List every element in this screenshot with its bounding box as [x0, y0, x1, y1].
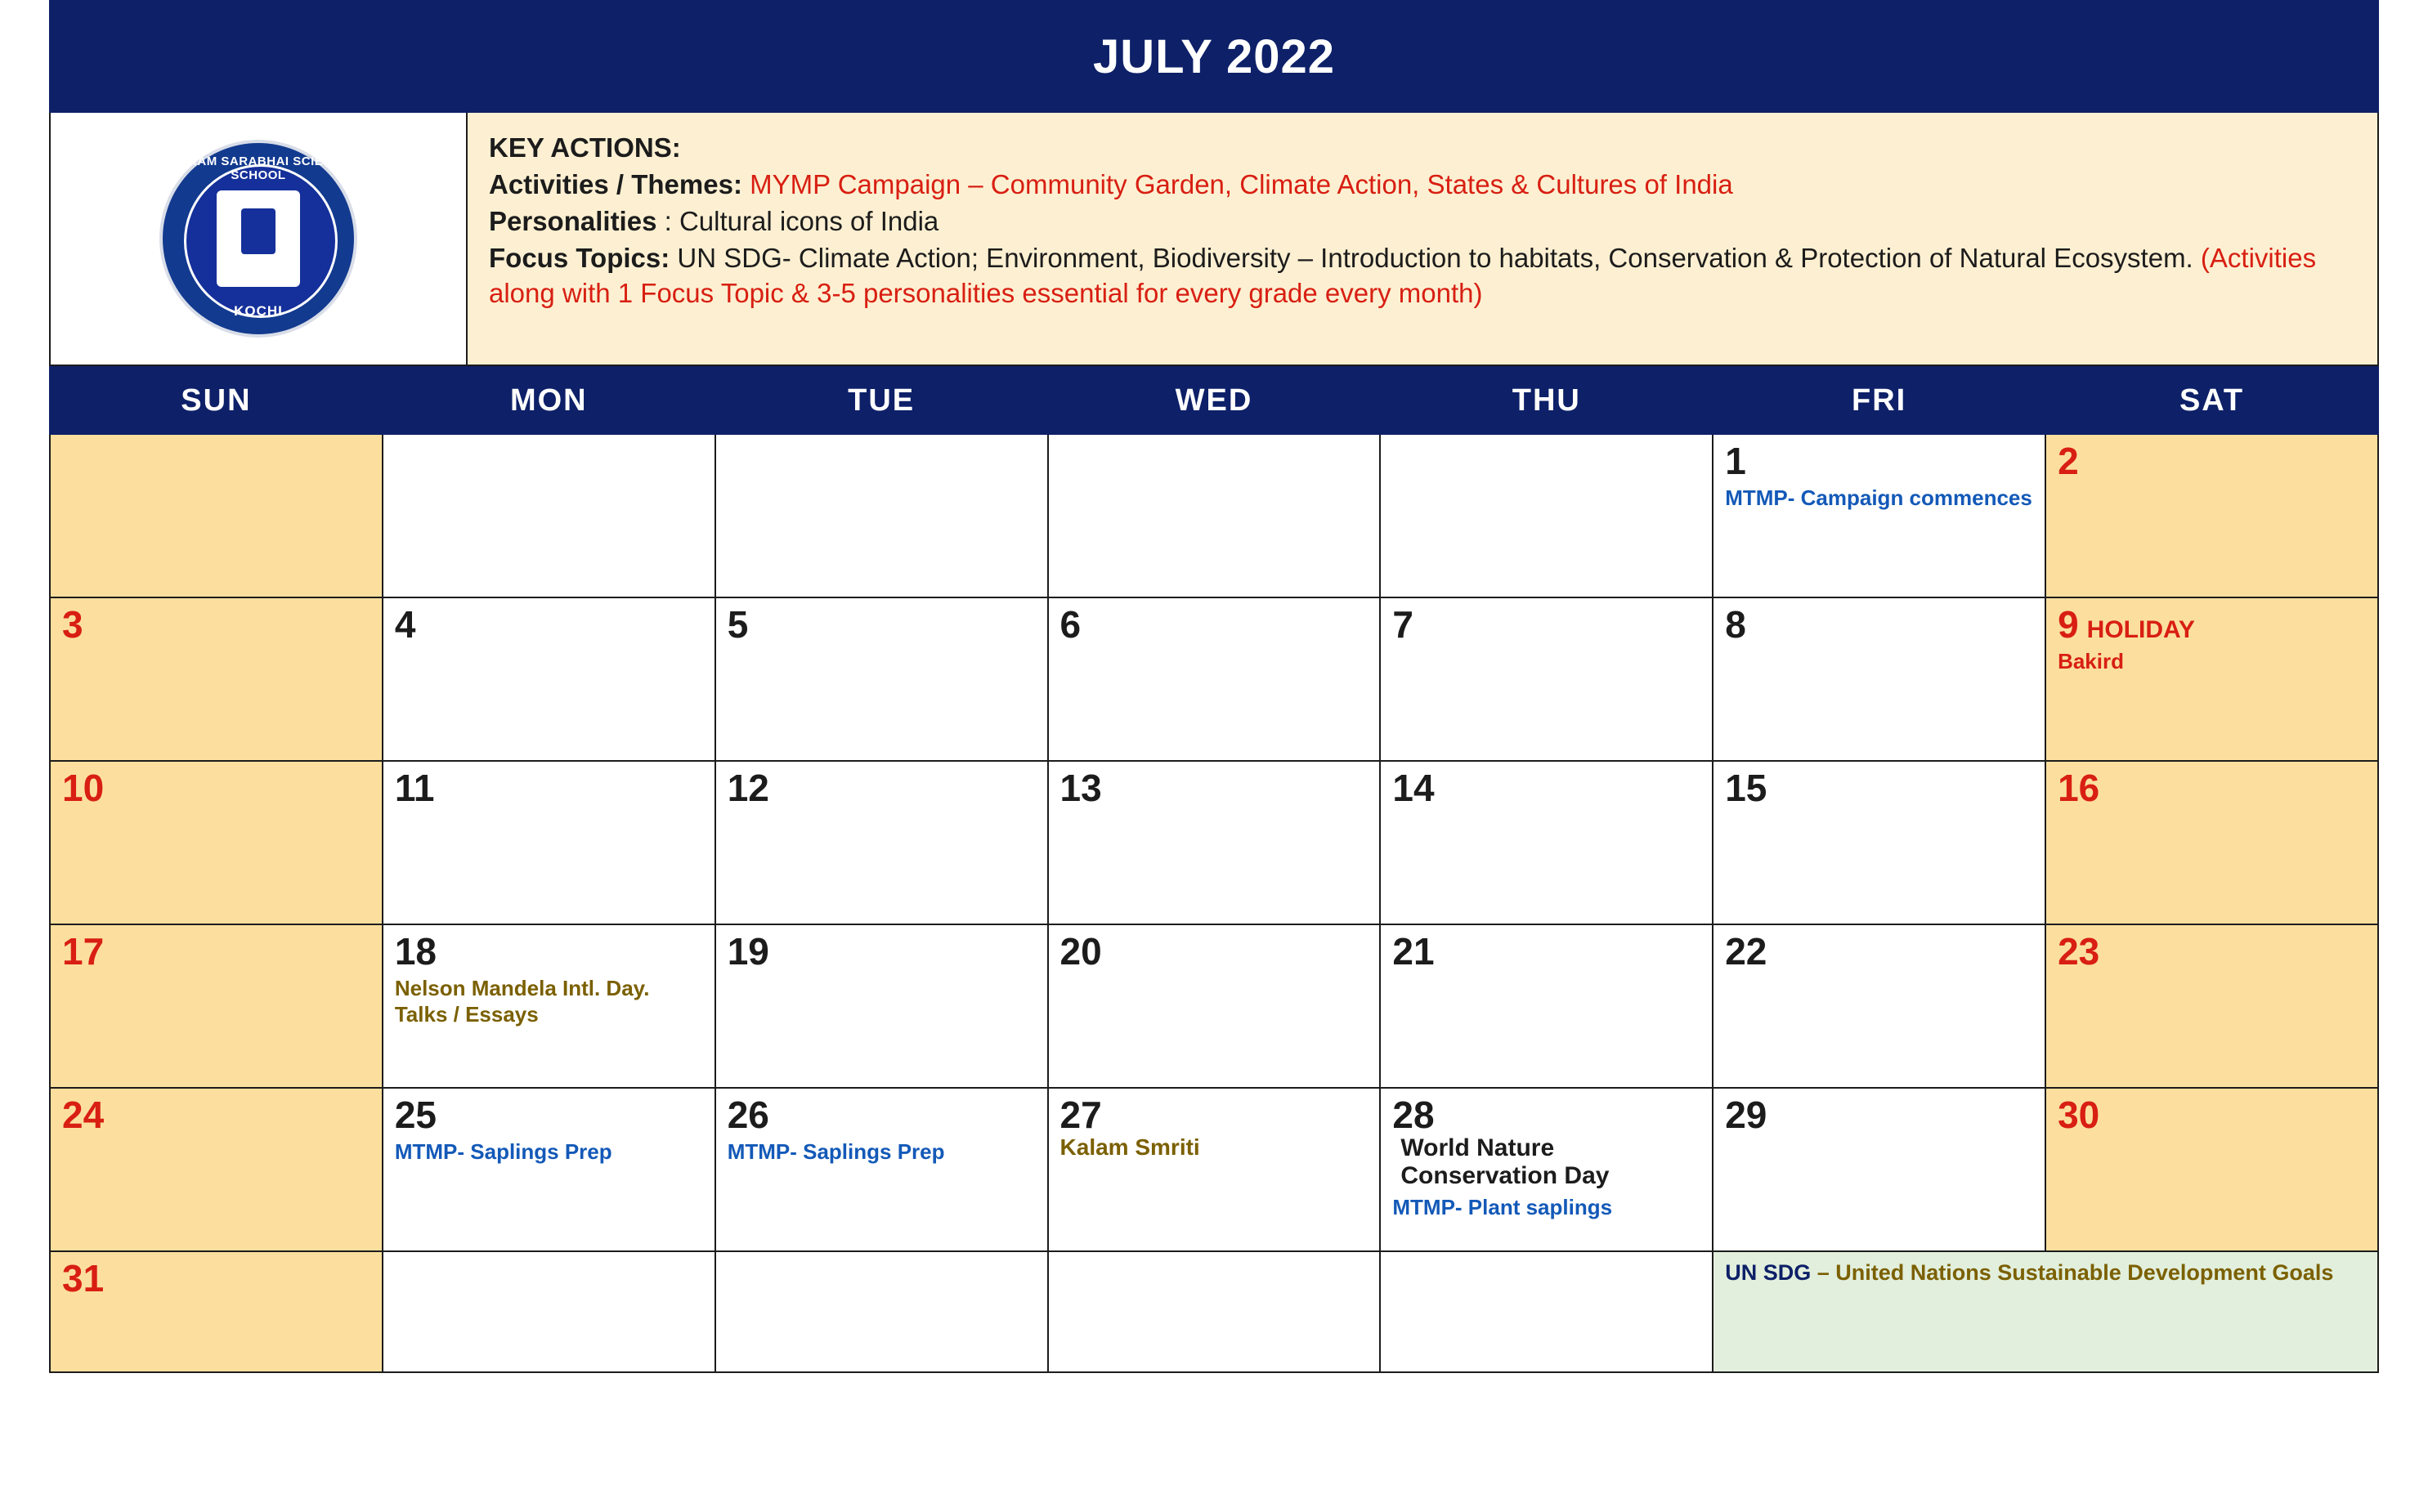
day-cell[interactable]: [1380, 1251, 1713, 1372]
calendar-grid: [49, 366, 2379, 1373]
day-event: MTMP- Campaign commences: [1725, 485, 2032, 511]
day-number: 6: [1059, 603, 1082, 646]
day-cell[interactable]: [2045, 434, 2378, 597]
day-cell[interactable]: [50, 1088, 383, 1251]
day-number: 21: [1392, 930, 1435, 973]
day-cell[interactable]: [1380, 1088, 1713, 1251]
day-cell[interactable]: [1048, 761, 1381, 924]
logo-core-mark: [241, 208, 276, 254]
day-cell[interactable]: [1380, 924, 1713, 1088]
key-actions-heading: KEY ACTIONS:: [489, 132, 681, 163]
school-logo: [156, 136, 361, 341]
day-number: 7: [1392, 603, 1413, 646]
calendar-week-row: [50, 1251, 2378, 1372]
day-number: 14: [1392, 767, 1435, 809]
focus-label: Focus Topics:: [489, 242, 670, 273]
day-cell[interactable]: [1048, 924, 1381, 1088]
day-cell[interactable]: [50, 924, 383, 1088]
weekday-tue: TUE: [715, 367, 1048, 434]
weekday-sat: SAT: [2045, 367, 2378, 434]
day-number: 18: [394, 930, 437, 973]
weekday-mon: MON: [383, 367, 715, 434]
day-number: 26: [727, 1094, 769, 1136]
day-observance: World Nature Conservation Day: [1400, 1134, 1610, 1190]
day-event: MTMP- Plant saplings: [1392, 1195, 1613, 1220]
day-cell[interactable]: [2045, 761, 2378, 924]
day-number: 25: [394, 1094, 437, 1136]
day-cell[interactable]: [50, 597, 383, 761]
day-event: Bakird: [2058, 649, 2124, 674]
day-cell[interactable]: [2045, 924, 2378, 1088]
day-cell[interactable]: [50, 1251, 383, 1372]
day-number: 4: [394, 603, 416, 646]
personalities-label: Personalities: [489, 205, 657, 236]
day-cell[interactable]: [1048, 434, 1381, 597]
weekday-fri: FRI: [1713, 367, 2045, 434]
key-actions-focus: [489, 241, 2356, 311]
day-event: MTMP- Saplings Prep: [727, 1139, 945, 1165]
day-cell[interactable]: [1713, 597, 2045, 761]
weekday-wed: WED: [1048, 367, 1381, 434]
day-number: 10: [62, 767, 105, 809]
day-number: 16: [2058, 767, 2100, 809]
day-cell[interactable]: [1713, 924, 2045, 1088]
day-cell[interactable]: [715, 434, 1048, 597]
calendar-week-row: [50, 761, 2378, 924]
day-cell[interactable]: [1380, 597, 1713, 761]
day-number: 2: [2058, 440, 2079, 482]
day-number: 24: [62, 1094, 105, 1136]
legend-cell: [1713, 1251, 2378, 1372]
day-event: Kalam Smriti: [1059, 1134, 1200, 1161]
day-cell[interactable]: [1048, 1088, 1381, 1251]
logo-top-text: VIKRAM SARABHAI SCIENCE SCHOOL: [166, 154, 351, 182]
day-number: 11: [394, 767, 435, 809]
day-number: 30: [2058, 1094, 2100, 1136]
day-number: 22: [1725, 930, 1767, 973]
weekday-header-row: [50, 367, 2378, 434]
day-number: 19: [727, 930, 769, 973]
key-actions-text: [468, 113, 2379, 366]
day-cell[interactable]: [715, 924, 1048, 1088]
focus-value: UN SDG- Climate Action; Environment, Biodiversity – Introduction to habitats, Conservation & Protection of Natural Ecosystem.: [677, 242, 2193, 273]
day-cell[interactable]: [715, 761, 1048, 924]
day-number: 23: [2058, 930, 2100, 973]
day-cell[interactable]: [383, 434, 715, 597]
day-cell[interactable]: [383, 1088, 715, 1251]
day-number: 5: [727, 603, 749, 646]
page-title-bar: [49, 0, 2379, 113]
day-number: 8: [1725, 603, 1746, 646]
day-cell[interactable]: [1713, 761, 2045, 924]
activities-value: MYMP Campaign – Community Garden, Climate Action, States & Cultures of India: [750, 168, 1733, 199]
key-actions-activities: [489, 168, 2356, 203]
day-cell[interactable]: [2045, 1088, 2378, 1251]
day-cell[interactable]: [715, 1088, 1048, 1251]
legend-expansion: – United Nations Sustainable Development Goals: [1811, 1260, 2334, 1285]
day-number: 27: [1059, 1094, 1102, 1136]
activities-label: Activities / Themes:: [489, 168, 742, 199]
day-cell[interactable]: [383, 761, 715, 924]
day-cell[interactable]: [1048, 597, 1381, 761]
weekday-thu: THU: [1380, 367, 1713, 434]
day-event: Nelson Mandela Intl. Day. Talks / Essays: [394, 976, 650, 1027]
legend-abbr: UN SDG: [1725, 1260, 1812, 1285]
focus-note: (Activities along with 1 Focus Topic & 3-5 personalities essential for every grade every month): [489, 242, 2317, 308]
day-cell[interactable]: [383, 597, 715, 761]
day-cell[interactable]: [715, 1251, 1048, 1372]
day-event: MTMP- Saplings Prep: [394, 1139, 612, 1165]
day-number: 28: [1392, 1094, 1435, 1136]
day-cell[interactable]: [1713, 434, 2045, 597]
holiday-badge: HOLIDAY: [2086, 616, 2195, 643]
day-cell[interactable]: [2045, 597, 2378, 761]
logo-bottom-text: KOCHI: [234, 303, 283, 319]
calendar-week-row: [50, 434, 2378, 597]
day-cell[interactable]: [1713, 1088, 2045, 1251]
day-number: 12: [727, 767, 769, 809]
school-logo-cell: [49, 113, 468, 366]
calendar-week-row: [50, 1088, 2378, 1251]
day-number: 3: [62, 603, 83, 646]
calendar-week-row: [50, 597, 2378, 761]
day-number: 20: [1059, 930, 1102, 973]
day-number: 17: [62, 930, 105, 973]
day-cell[interactable]: [715, 597, 1048, 761]
day-number: 15: [1725, 767, 1767, 809]
day-cell[interactable]: [1380, 434, 1713, 597]
day-cell[interactable]: [1380, 761, 1713, 924]
day-number: 31: [62, 1257, 105, 1300]
day-cell[interactable]: [50, 434, 383, 597]
day-cell[interactable]: [1048, 1251, 1381, 1372]
key-actions-personalities: [489, 204, 2356, 239]
day-cell[interactable]: [383, 924, 715, 1088]
day-number: 13: [1059, 767, 1102, 809]
calendar-week-row: [50, 924, 2378, 1088]
legend-text: [1725, 1259, 2366, 1287]
weekday-sun: SUN: [50, 367, 383, 434]
day-cell[interactable]: [383, 1251, 715, 1372]
key-actions-band: [49, 113, 2379, 366]
day-number: 29: [1725, 1094, 1767, 1136]
personalities-value: : Cultural icons of India: [664, 205, 939, 236]
day-number: 9: [2058, 603, 2079, 646]
page-title: JULY 2022: [1092, 29, 1336, 83]
day-cell[interactable]: [50, 761, 383, 924]
day-number: 1: [1725, 440, 1746, 482]
